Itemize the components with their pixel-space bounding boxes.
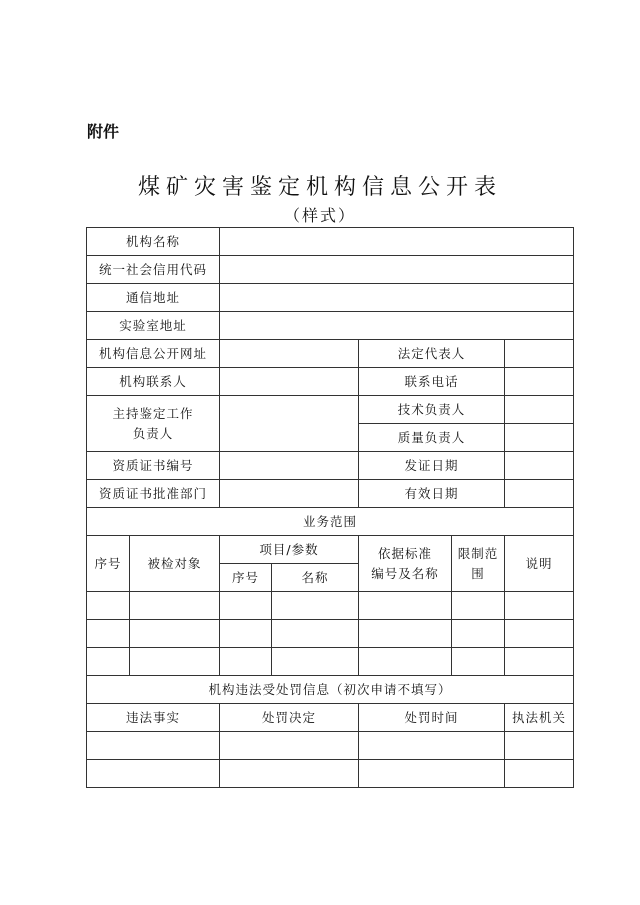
website-field[interactable] [220, 340, 359, 368]
scope-cell[interactable] [272, 592, 359, 620]
quality-lead-field[interactable] [505, 424, 574, 452]
scope-cell[interactable] [87, 592, 130, 620]
approval-dept-label: 资质证书批准部门 [87, 480, 220, 508]
remark-header: 说明 [505, 536, 574, 592]
scope-cell[interactable] [130, 620, 220, 648]
violation-cell[interactable] [220, 760, 359, 788]
scope-cell[interactable] [220, 648, 272, 676]
standard-header-line1: 依据标准 [378, 545, 433, 561]
violation-fact-header: 违法事实 [87, 704, 220, 732]
issue-date-label: 发证日期 [359, 452, 505, 480]
scope-cell[interactable] [505, 648, 574, 676]
limit-header-line2: 围 [471, 565, 485, 581]
form-subtitle: （样式） [283, 206, 356, 225]
scope-cell[interactable] [272, 620, 359, 648]
legal-rep-label: 法定代表人 [359, 340, 505, 368]
violation-data-row [87, 732, 574, 760]
row-approval-dept [87, 480, 574, 508]
row-contact [87, 368, 574, 396]
valid-date-label: 有效日期 [359, 480, 505, 508]
mail-address-label: 通信地址 [87, 284, 220, 312]
approval-dept-field[interactable] [220, 480, 359, 508]
object-header: 被检对象 [130, 536, 220, 592]
sub-name-header: 名称 [272, 564, 359, 592]
row-scope-columns-1 [87, 536, 574, 564]
penalty-decision-header: 处罚决定 [220, 704, 359, 732]
valid-date-field[interactable] [505, 480, 574, 508]
scope-data-row [87, 648, 574, 676]
credit-code-field[interactable] [220, 256, 574, 284]
standard-header-line2: 编号及名称 [371, 565, 439, 581]
scope-cell[interactable] [130, 592, 220, 620]
scope-cell[interactable] [505, 592, 574, 620]
disclosure-form-table [86, 227, 574, 788]
violation-header: 机构违法受处罚信息（初次申请不填写） [87, 676, 574, 704]
scope-cell[interactable] [505, 620, 574, 648]
violation-cell[interactable] [505, 732, 574, 760]
scope-cell[interactable] [87, 648, 130, 676]
website-label: 机构信息公开网址 [87, 340, 220, 368]
sub-seq-header: 序号 [220, 564, 272, 592]
row-credit-code [87, 256, 574, 284]
credit-code-label: 统一社会信用代码 [87, 256, 220, 284]
standard-header [359, 536, 452, 592]
row-business-scope-header [87, 508, 574, 536]
violation-cell[interactable] [505, 760, 574, 788]
row-tech-lead [87, 396, 574, 424]
row-org-name [87, 228, 574, 256]
row-violation-header [87, 676, 574, 704]
scope-cell[interactable] [87, 620, 130, 648]
scope-cell[interactable] [359, 620, 452, 648]
limit-header [452, 536, 505, 592]
violation-data-row [87, 760, 574, 788]
scope-cell[interactable] [130, 648, 220, 676]
violation-cell[interactable] [87, 760, 220, 788]
row-website [87, 340, 574, 368]
scope-data-row [87, 592, 574, 620]
org-name-label: 机构名称 [87, 228, 220, 256]
scope-cell[interactable] [220, 620, 272, 648]
quality-lead-label: 质量负责人 [359, 424, 505, 452]
host-label-line1: 主持鉴定工作 [112, 405, 194, 421]
host-label-line2: 负责人 [132, 425, 174, 441]
lab-address-field[interactable] [220, 312, 574, 340]
form-title: 煤矿灾害鉴定机构信息公开表 [137, 175, 502, 200]
scope-cell[interactable] [272, 648, 359, 676]
limit-header-line1: 限制范 [457, 545, 499, 561]
phone-label: 联系电话 [359, 368, 505, 396]
scope-cell[interactable] [452, 648, 505, 676]
tech-lead-field[interactable] [505, 396, 574, 424]
penalty-time-header: 处罚时间 [359, 704, 505, 732]
cert-no-label: 资质证书编号 [87, 452, 220, 480]
row-lab-address [87, 312, 574, 340]
contact-field[interactable] [220, 368, 359, 396]
row-mail-address [87, 284, 574, 312]
scope-cell[interactable] [452, 592, 505, 620]
business-scope-header: 业务范围 [87, 508, 574, 536]
item-param-header: 项目/参数 [220, 536, 359, 564]
violation-cell[interactable] [359, 732, 505, 760]
scope-cell[interactable] [220, 592, 272, 620]
enforcement-header: 执法机关 [505, 704, 574, 732]
attachment-label: 附件 [87, 122, 120, 141]
tech-lead-label: 技术负责人 [359, 396, 505, 424]
violation-cell[interactable] [87, 732, 220, 760]
issue-date-field[interactable] [505, 452, 574, 480]
host-field[interactable] [220, 396, 359, 452]
violation-cell[interactable] [359, 760, 505, 788]
row-cert-no [87, 452, 574, 480]
violation-cell[interactable] [220, 732, 359, 760]
seq-header: 序号 [87, 536, 130, 592]
scope-cell[interactable] [359, 648, 452, 676]
lab-address-label: 实验室地址 [87, 312, 220, 340]
scope-data-row [87, 620, 574, 648]
contact-label: 机构联系人 [87, 368, 220, 396]
host-label [87, 396, 220, 452]
scope-cell[interactable] [452, 620, 505, 648]
row-violation-columns [87, 704, 574, 732]
phone-field[interactable] [505, 368, 574, 396]
org-name-field[interactable] [220, 228, 574, 256]
cert-no-field[interactable] [220, 452, 359, 480]
scope-cell[interactable] [359, 592, 452, 620]
legal-rep-field[interactable] [505, 340, 574, 368]
mail-address-field[interactable] [220, 284, 574, 312]
